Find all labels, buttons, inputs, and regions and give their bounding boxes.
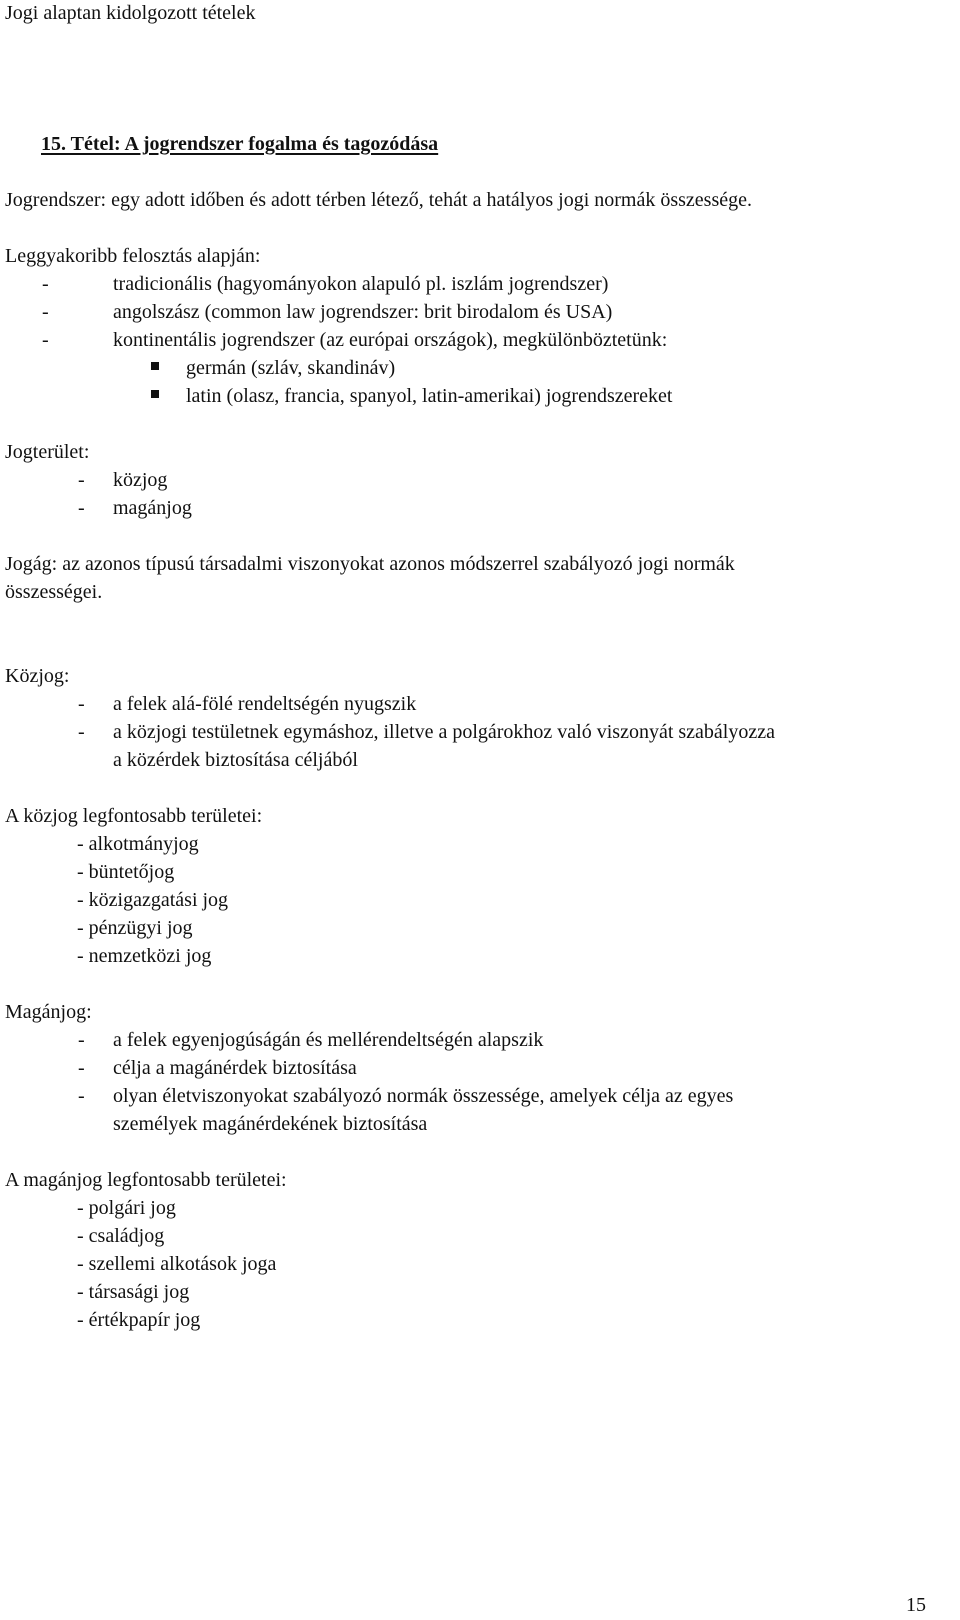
jogag-text: összességei. [5,581,103,603]
jogag-text: Jogág: az azonos típusú társadalmi viszonyokat azonos módszerrel szabályozó jogi normák [5,553,735,575]
kozjog-heading: Közjog: [5,665,70,687]
dash-marker: - [42,329,49,351]
page-number: 15 [906,1594,926,1616]
jogterulet-item: magánjog [113,497,192,519]
kozjog-area-item: - pénzügyi jog [77,917,193,939]
dash-marker: - [78,1029,85,1051]
dash-marker: - [78,1057,85,1079]
maganjog-area-item: - értékpapír jog [77,1309,201,1331]
square-bullet-icon [151,362,159,370]
dash-marker: - [78,497,85,519]
division-item: angolszász (common law jogrendszer: brit birodalom és USA) [113,301,613,323]
kozjog-area-item: - büntetőjog [77,861,175,883]
dash-marker: - [78,469,85,491]
kozjog-area-item: - közigazgatási jog [77,889,229,911]
maganjog-area-item: - szellemi alkotások joga [77,1253,277,1275]
kozjog-item: a felek alá-fölé rendeltségén nyugszik [113,693,417,715]
maganjog-area-item: - családjog [77,1225,165,1247]
jogterulet-item: közjog [113,469,168,491]
maganjog-item: a felek egyenjogúságán és mellérendeltségén alapszik [113,1029,544,1051]
kozjog-areas-heading: A közjog legfontosabb területei: [5,805,263,827]
division-heading: Leggyakoribb felosztás alapján: [5,245,261,267]
kozjog-item-continuation: a közérdek biztosítása céljából [113,749,358,771]
maganjog-item: olyan életviszonyokat szabályozó normák összessége, amelyek célja az egyes [113,1085,734,1107]
maganjog-item: célja a magánérdek biztosítása [113,1057,357,1079]
kozjog-area-item: - alkotmányjog [77,833,199,855]
division-item: kontinentális jogrendszer (az európai országok), megkülönböztetünk: [113,329,668,351]
maganjog-area-item: - polgári jog [77,1197,176,1219]
page-header: Jogi alaptan kidolgozott tételek [5,2,256,24]
maganjog-areas-heading: A magánjog legfontosabb területei: [5,1169,287,1191]
kozjog-item: a közjogi testületnek egymáshoz, illetve a polgárokhoz való viszonyát szabályozza [113,721,775,743]
section-title: 15. Tétel: A jogrendszer fogalma és tagozódása [41,133,439,155]
maganjog-item-continuation: személyek magánérdekének biztosítása [113,1113,428,1135]
kozjog-area-item: - nemzetközi jog [77,945,212,967]
jogterulet-heading: Jogterület: [5,441,90,463]
division-subitem: latin (olasz, francia, spanyol, latin-amerikai) jogrendszereket [186,385,673,407]
maganjog-area-item: - társasági jog [77,1281,190,1303]
dash-marker: - [42,301,49,323]
dash-marker: - [42,273,49,295]
maganjog-heading: Magánjog: [5,1001,92,1023]
dash-marker: - [78,693,85,715]
dash-marker: - [78,1085,85,1107]
division-item: tradicionális (hagyományokon alapuló pl. iszlám jogrendszer) [113,273,609,295]
dash-marker: - [78,721,85,743]
division-subitem: germán (szláv, skandináv) [186,357,396,379]
definition-text: Jogrendszer: egy adott időben és adott térben létező, tehát a hatályos jogi normák összessége. [5,189,752,211]
square-bullet-icon [151,390,159,398]
